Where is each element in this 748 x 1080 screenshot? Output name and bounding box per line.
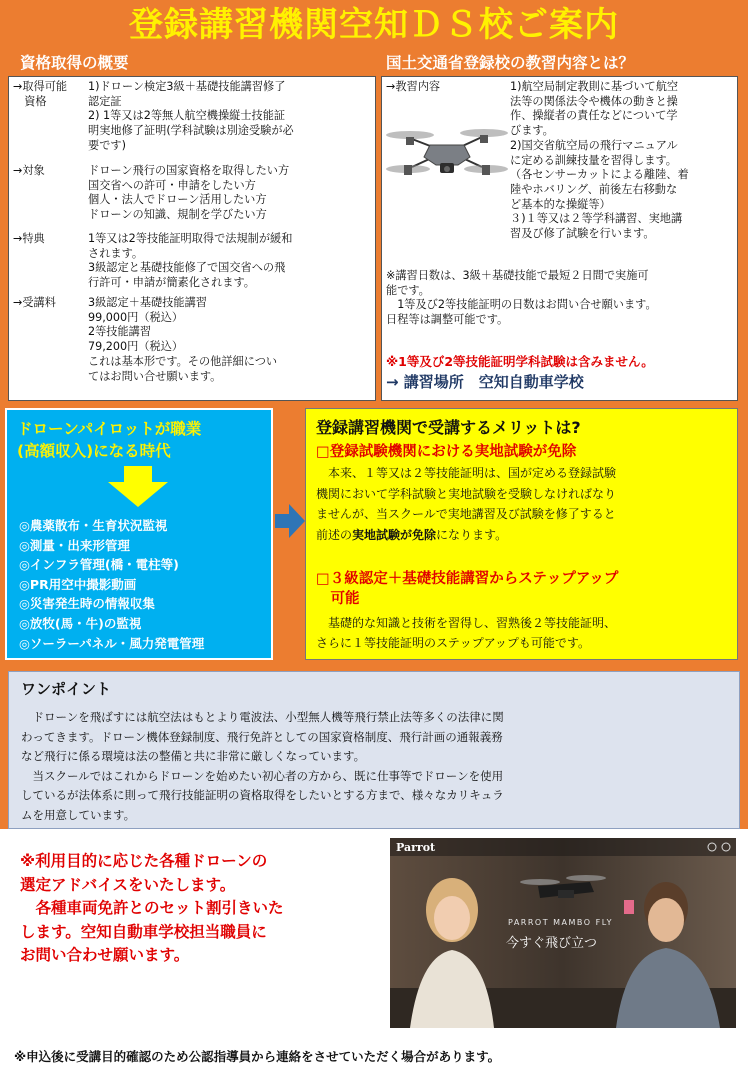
overview-box <box>8 76 376 401</box>
tip-heading: ワンポイント <box>21 680 112 698</box>
row-text: 明実地修了証明(学科試験は別途受験が必 <box>88 124 294 138</box>
pilot-heading: ドローンパイロットが職業 <box>17 420 202 438</box>
right-arrow-icon <box>275 504 305 538</box>
merit-point1-text: ませんが、当スクールで実地講習及び試験を修了すると <box>316 507 616 521</box>
tip-text: わってきます。ドローン機体登録制度、飛行免許としての国家資格制度、飛行計画の通報義務 <box>21 729 503 744</box>
photo-caption: 今すぐ飛び立つ <box>506 936 598 951</box>
row-text: 3級認定＋基礎技能講習 <box>88 296 207 309</box>
row-label: →特典 <box>13 232 45 245</box>
pilot-item: ◎PR用空中撮影動画 <box>19 576 137 592</box>
row-text: 2等技能講習 <box>88 325 152 339</box>
course-venue: → 講習場所 空知自動車学校 <box>386 373 584 391</box>
course-note: ※講習日数は、3級＋基礎技能で最短２日間で実施可 <box>386 269 649 282</box>
merit-heading: 登録講習機関で受講するメリットは? <box>316 418 581 437</box>
product-photo <box>390 838 736 1028</box>
down-arrow-icon <box>106 466 170 508</box>
merit-text-fragment: になります。 <box>436 527 508 542</box>
merit-point2-title: □３級認定＋基礎技能講習からステップアップ <box>316 571 619 587</box>
row-text: 行許可・申請が簡素化されます。 <box>88 276 255 290</box>
tip-box <box>8 671 740 829</box>
merit-point2-text: 基礎的な知識と技術を習得し、習熟後２等技能証明、 <box>316 616 617 630</box>
merit-point1-text: 本来、１等又は２等技能証明は、国が定める登録試験 <box>316 466 617 480</box>
row-text: 99,000円（税込） <box>88 310 184 324</box>
row-text: てはお問い合せ願います。 <box>88 369 222 383</box>
advice-line: お問い合わせ願います。 <box>20 946 190 964</box>
pilot-item: ◎放牧(馬・牛)の監視 <box>19 615 142 631</box>
course-note: 1等及び2等技能証明の日数はお問い合せ願います。 <box>386 298 657 312</box>
tip-text: など飛行に係る環境は法の整備と共に非常に厳しくなっています。 <box>21 749 366 763</box>
merit-point2-title: 可能 <box>316 591 360 607</box>
row-text: 3級認定と基礎技能修了で国交省への飛 <box>88 261 286 275</box>
course-text: （各センサーカットによる離陸、着 <box>510 168 689 182</box>
tip-text: ドローンを飛ばすには航空法はもとより電波法、小型無人機等飛行禁止法等多くの法律に関 <box>21 710 504 724</box>
pilot-item: ◎災害発生時の情報収集 <box>19 596 155 612</box>
page-title: 登録講習機関空知ＤＳ校ご案内 <box>129 5 619 45</box>
advice-line: ※利用目的に応じた各種ドローンの <box>20 852 268 870</box>
course-text: ど基本的な操縦等） <box>510 197 611 211</box>
overview-heading: 資格取得の概要 <box>20 54 129 72</box>
photo-product: PARROT MAMBO FLY <box>508 918 613 927</box>
merit-point1-title: □登録試験機関における実地試験が免除 <box>316 444 577 460</box>
row-text: 認定証 <box>88 94 122 108</box>
merit-box <box>305 408 738 660</box>
course-box <box>381 76 738 401</box>
advice-line: 選定アドバイスをいたします。 <box>20 875 236 894</box>
pilot-box <box>5 408 273 660</box>
photo-brand: Parrot <box>396 841 436 854</box>
row-text: 1等又は2等技能証明取得で法規制が緩和 <box>88 232 293 245</box>
pilot-item: ◎ソーラーパネル・風力発電管理 <box>19 635 205 651</box>
course-text: 法等の関係法令や機体の動きと操 <box>510 94 678 108</box>
row-text: されます。 <box>88 246 144 260</box>
row-text: 国交省への許可・申請をしたい方 <box>88 178 256 192</box>
course-label: →教習内容 <box>386 80 441 93</box>
course-text: 1)航空局制定教則に基づいて航空 <box>510 80 679 93</box>
pilot-item: ◎インフラ管理(橋・電柱等) <box>19 557 179 573</box>
course-text: ３)１等又は２等学科講習、実地講 <box>510 212 683 226</box>
course-text: びます。 <box>510 124 554 138</box>
course-text: 陸やホバリング、前後左右移動な <box>510 182 678 196</box>
tip-text: しているが法体系に則って飛行技能証明の資格取得をしたいとする方まで、様々なカリキュラ <box>21 788 504 802</box>
merit-point1-text-last <box>316 525 616 546</box>
row-label: 資格 <box>13 94 47 108</box>
tip-text: 当スクールではこれからドローンを始めたい初心者の方から、既に仕事等でドローンを使用 <box>21 768 504 783</box>
course-text: 2)国交省航空局の飛行マニュアル <box>510 138 678 152</box>
merit-text-fragment: 前述の <box>316 527 353 542</box>
course-text: 習及び修了試験を行います。 <box>510 227 655 241</box>
course-note: 能です。 <box>386 283 430 297</box>
course-note: 日程等は調整可能です。 <box>386 313 509 327</box>
course-warning: ※1等及び2等技能証明学科試験は含みません。 <box>386 354 654 369</box>
merit-point1-text: 機関において学科試験と実地試験を受験しなければなり <box>316 486 617 501</box>
row-label: →取得可能 <box>13 80 68 93</box>
row-text: ドローン飛行の国家資格を取得したい方 <box>88 164 290 177</box>
drone-image <box>382 101 510 193</box>
pilot-heading: (高額収入)になる時代 <box>17 442 171 460</box>
row-text: 2) 1等又は2等無人航空機操縦士技能証 <box>88 109 286 123</box>
merit-point2-text: さらに１等技能証明のステップアップも可能です。 <box>316 636 590 650</box>
row-label: →対象 <box>13 164 45 177</box>
tip-text: ムを用意しています。 <box>21 807 136 822</box>
footer-note: ※申込後に受講目的確認のため公認指導員から連絡をさせていただく場合があります。 <box>14 1049 501 1064</box>
row-text: これは基本形です。その他詳細につい <box>88 354 278 368</box>
course-heading: 国土交通省登録校の教習内容とは？ <box>386 54 635 72</box>
row-text: 79,200円（税込） <box>88 340 184 354</box>
course-text: に定める訓練技量を習得します。 <box>510 153 677 167</box>
advice-text <box>20 850 284 968</box>
merit-text-emphasis: 実地試験が免除 <box>352 527 437 542</box>
pilot-item: ◎農薬散布・生育状況監視 <box>19 518 168 533</box>
row-text: 要です) <box>88 138 126 152</box>
course-text: 作、操縦者の責任などについて学 <box>510 109 678 123</box>
pilot-item: ◎測量・出来形管理 <box>19 537 130 553</box>
advice-line: 各種車両免許とのセット割引きいた <box>20 899 284 917</box>
row-text: 個人・法人でドローン活用したい方 <box>88 193 267 207</box>
advice-line: します。空知自動車学校担当職員に <box>20 922 267 941</box>
row-label: →受講料 <box>13 296 56 309</box>
row-text: ドローンの知識、規制を学びたい方 <box>88 208 267 222</box>
row-text: 1)ドローン検定3級＋基礎技能講習修了 <box>88 80 286 93</box>
